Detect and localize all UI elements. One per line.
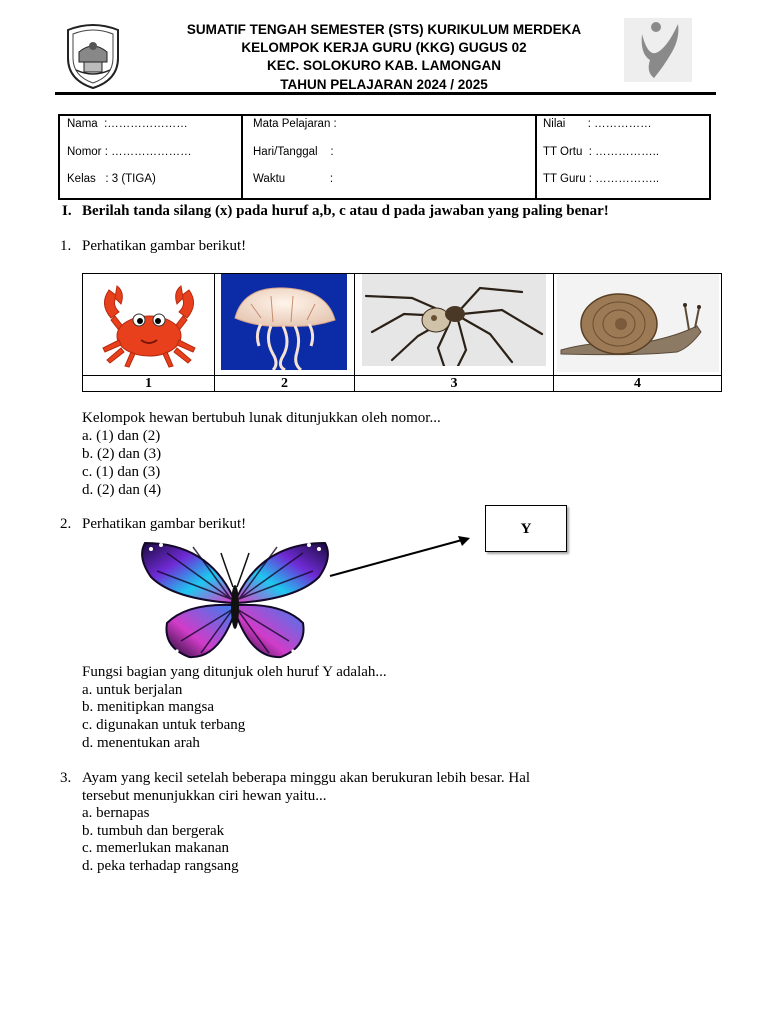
answer-option[interactable]: d. (2) dan (4) bbox=[82, 482, 162, 498]
header-title-line1: SUMATIF TENGAH SEMESTER (STS) KURIKULUM MERDEKA bbox=[186, 22, 582, 37]
answer-option[interactable]: d. peka terhadap rangsang bbox=[82, 858, 239, 874]
student-info-table bbox=[58, 114, 711, 200]
answer-option[interactable]: a. untuk berjalan bbox=[82, 682, 183, 698]
question-text: Kelompok hewan bertubuh lunak ditunjukkan oleh nomor... bbox=[82, 410, 441, 426]
answer-option[interactable]: d. menentukan arah bbox=[82, 735, 200, 751]
question-intro: Perhatikan gambar berikut! bbox=[82, 238, 247, 254]
table-divider bbox=[535, 116, 537, 198]
image-label: 4 bbox=[634, 376, 641, 391]
butterfly-icon bbox=[137, 537, 333, 661]
image-label: 1 bbox=[145, 376, 152, 391]
table-divider bbox=[241, 116, 243, 198]
answer-option[interactable]: a. bernapas bbox=[82, 805, 150, 821]
answer-option[interactable]: c. (1) dan (3) bbox=[82, 464, 161, 480]
header-title-line4: TAHUN PELAJARAN 2024 / 2025 bbox=[280, 77, 488, 92]
question-text: Ayam yang kecil setelah beberapa minggu akan berukuran lebih besar. Hal bbox=[82, 770, 531, 786]
jellyfish-icon bbox=[221, 274, 347, 370]
hari-tanggal-field[interactable]: Hari/Tanggal : bbox=[253, 146, 334, 158]
image-label: 3 bbox=[450, 376, 458, 391]
tt-guru-field[interactable]: TT Guru : …………….. bbox=[543, 173, 660, 185]
pointer-arrow bbox=[328, 534, 474, 580]
header-title-line3: KEC. SOLOKURO KAB. LAMONGAN bbox=[267, 58, 501, 73]
nomor-field[interactable]: Nomor : ………………… bbox=[67, 146, 192, 158]
waktu-field[interactable]: Waktu : bbox=[253, 173, 334, 185]
header-divider bbox=[55, 92, 716, 95]
answer-option[interactable]: c. memerlukan makanan bbox=[82, 840, 230, 856]
label-y-box: Y bbox=[485, 505, 567, 552]
answer-option[interactable]: b. menitipkan mangsa bbox=[82, 699, 215, 715]
image-label: 2 bbox=[281, 376, 288, 391]
question-number: 1. bbox=[60, 238, 72, 254]
section-instruction: Berilah tanda silang (x) pada huruf a,b, c atau d pada jawaban yang paling benar! bbox=[82, 203, 609, 219]
snail-icon bbox=[557, 274, 719, 372]
header-title-line2: KELOMPOK KERJA GURU (KKG) GUGUS 02 bbox=[241, 40, 527, 55]
nilai-field[interactable]: Nilai : …………… bbox=[543, 118, 652, 130]
answer-option[interactable]: c. digunakan untuk terbang bbox=[82, 717, 246, 733]
answer-option[interactable]: b. (2) dan (3) bbox=[82, 446, 162, 462]
mata-pelajaran-field[interactable]: Mata Pelajaran : bbox=[253, 118, 337, 130]
nama-field[interactable]: Nama :………………… bbox=[67, 118, 188, 130]
question-intro: Perhatikan gambar berikut! bbox=[82, 516, 247, 532]
spider-icon bbox=[362, 274, 546, 366]
question-number: 2. bbox=[60, 516, 72, 532]
kelas-field: Kelas : 3 (TIGA) bbox=[67, 173, 156, 185]
answer-option[interactable]: a. (1) dan (2) bbox=[82, 428, 161, 444]
kkg-logo-icon bbox=[624, 18, 692, 82]
section-number: I. bbox=[62, 203, 72, 219]
crab-icon bbox=[95, 282, 203, 368]
question-text-continued: tersebut menunjukkan ciri hewan yaitu... bbox=[82, 788, 327, 804]
tt-ortu-field[interactable]: TT Ortu : …………….. bbox=[543, 146, 660, 158]
answer-option[interactable]: b. tumbuh dan bergerak bbox=[82, 823, 225, 839]
animal-image-table bbox=[82, 273, 722, 392]
question-text: Fungsi bagian yang ditunjuk oleh huruf Y adalah... bbox=[82, 664, 387, 680]
question-number: 3. bbox=[60, 770, 72, 786]
